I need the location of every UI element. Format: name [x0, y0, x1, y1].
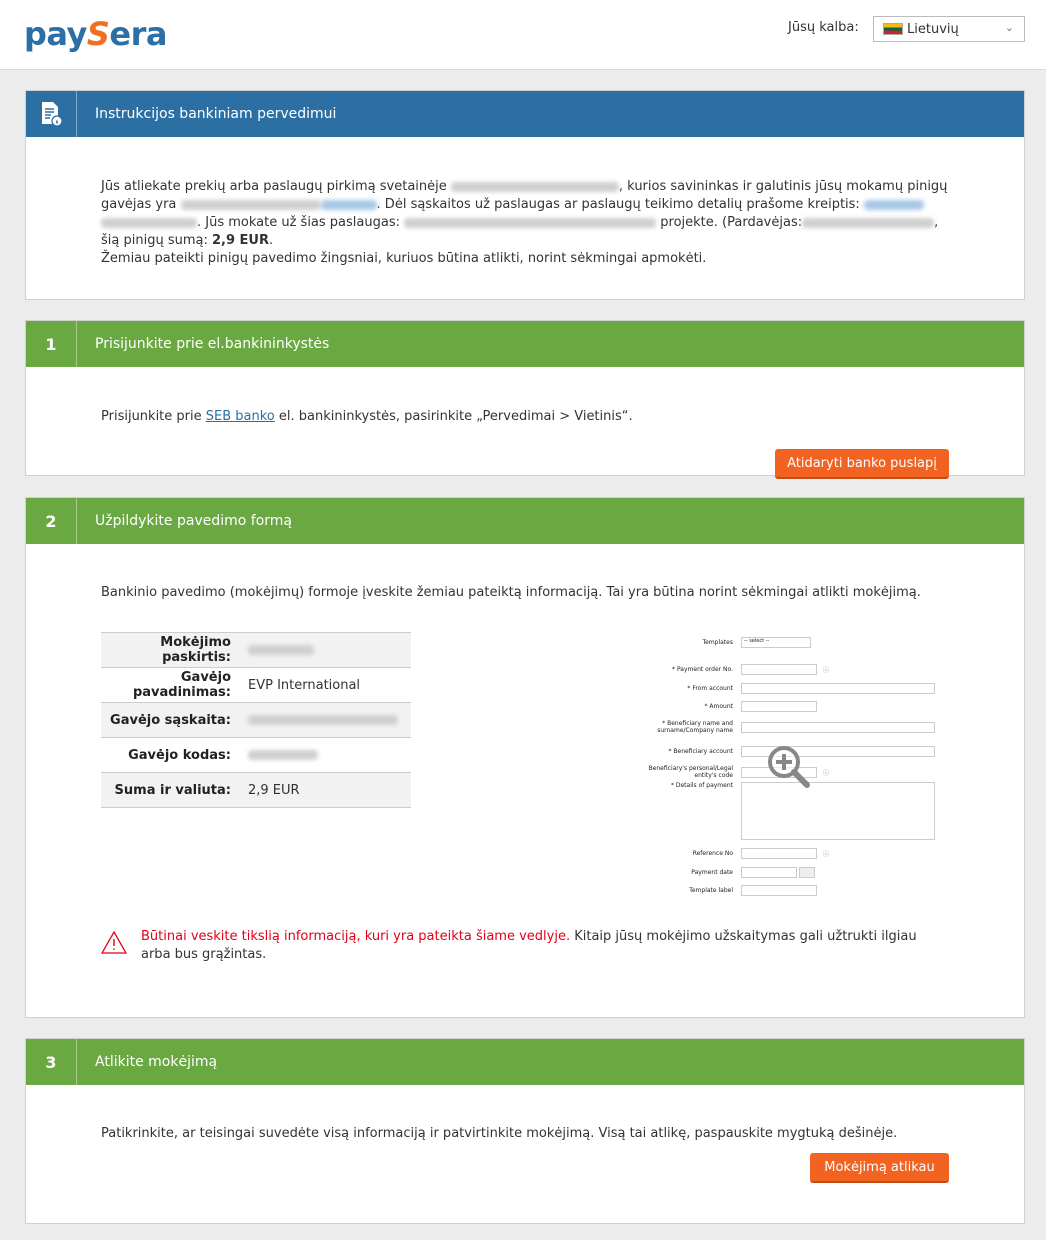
step-2-header: [26, 498, 1024, 544]
table-row: Gavėjo kodas:: [101, 738, 411, 773]
language-label: Jūsų kalba:: [788, 20, 859, 35]
table-row: Suma ir valiuta: 2,9 EUR: [101, 773, 411, 808]
redacted-owner: [181, 200, 321, 210]
calendar-icon: [799, 867, 815, 878]
instructions-header: [26, 91, 1024, 137]
warning-message: Būtinai veskite tikslią informaciją, kuri yra pateikta šiame vedlyje. Kitaip jūsų mokėjimo užskaitymas gali užtrukti ilgiau arba bus grąžintas.: [101, 928, 921, 964]
instructions-title: Instrukcijos bankiniam pervedimui: [95, 106, 337, 122]
redacted-url: [451, 182, 619, 192]
paysera-logo[interactable]: pay S era: [24, 15, 167, 53]
step-number: 1: [26, 321, 77, 367]
table-row: Gavėjo sąskaita:: [101, 703, 411, 738]
redacted-owner-link: [321, 200, 377, 210]
step-1-header: [26, 321, 1024, 367]
payment-done-button[interactable]: Mokėjimą atlikau: [810, 1153, 949, 1183]
step-number: 3: [26, 1039, 77, 1085]
payment-details-table: [101, 632, 411, 808]
language-value: Lietuvių: [907, 21, 959, 37]
step-2-title: Užpildykite pavedimo formą: [95, 513, 292, 529]
info-icon: ⓘ: [823, 851, 830, 858]
step-2-panel: [25, 497, 1025, 1018]
step-1-panel: [25, 320, 1025, 476]
lithuania-flag-icon: [883, 23, 903, 35]
redacted-code[interactable]: [248, 750, 318, 760]
info-icon: ⓘ: [823, 667, 830, 674]
info-icon: ⓘ: [823, 769, 830, 777]
step-3-title: Atlikite mokėjimą: [95, 1054, 218, 1070]
redacted-account[interactable]: [248, 715, 398, 725]
step-3-panel: [25, 1038, 1025, 1224]
chevron-down-icon: ⌄: [1004, 21, 1014, 34]
intro-text: Jūs atliekate prekių arba paslaugų pirkimą svetainėje , kurios savininkas ir galutinis jūsų mokamų pinigų gavėjas yra . Dėl sąskaitos už paslaugas ar paslaugų teikimo detalių prašome kreiptis: . Jūs mokate už šias paslaugas: projekte. (Pardavėjas: , šią pinigų sumą: 2,9 EUR. Žemiau pateikti pinigų pavedimo žingsniai, kuriuos būtina atlikti, norint sėkmingai apmokėti.: [101, 179, 948, 266]
language-select[interactable]: [873, 16, 1025, 42]
redacted-service: [404, 218, 656, 228]
step-2-text: Bankinio pavedimo (mokėjimų) formoje įveskite žemiau pateiktą informaciją. Tai yra būtina norint sėkmingai atlikti mokėjimą.: [101, 585, 921, 600]
document-info-icon: [26, 91, 77, 137]
open-bank-page-button[interactable]: Atidaryti banko puslapį: [775, 449, 949, 479]
step-3-text: Patikrinkite, ar teisingai suvedėte visą informaciją ir patvirtinkite mokėjimą. Visą tai atlikę, paspauskite mygtuką dešinėje.: [101, 1126, 898, 1141]
step-number: 2: [26, 498, 77, 544]
warning-icon: [101, 930, 127, 954]
instructions-panel: [25, 90, 1025, 300]
redacted-seller: [802, 218, 934, 228]
top-bar: [0, 0, 1046, 70]
step-1-title: Prisijunkite prie el.bankininkystės: [95, 336, 330, 352]
zoom-in-icon[interactable]: [766, 744, 814, 792]
step-1-text: Prisijunkite prie SEB banko el. bankininkystės, pasirinkite „Pervedimai > Vietinis“.: [101, 409, 633, 424]
intro-amount: 2,9 EUR: [211, 233, 269, 248]
step-3-header: [26, 1039, 1024, 1085]
table-row: Gavėjo pavadinimas: EVP International: [101, 668, 411, 703]
bank-form-preview[interactable]: Templates -- select -- * Payment order No. ⓘ * From account * Amount * Beneficiary name and surname/Company name * Beneficiary account Beneficiary's personal/Legal entity's code ⓘ * Details of payment Reference No ⓘ Payment date Template label: [626, 632, 956, 902]
redacted-contact: [864, 200, 924, 210]
redacted-purpose[interactable]: [248, 645, 314, 655]
seb-bank-link[interactable]: SEB banko: [205, 409, 275, 424]
table-row: Mokėjimo paskirtis:: [101, 633, 411, 668]
redacted-contact-2: [101, 218, 197, 228]
